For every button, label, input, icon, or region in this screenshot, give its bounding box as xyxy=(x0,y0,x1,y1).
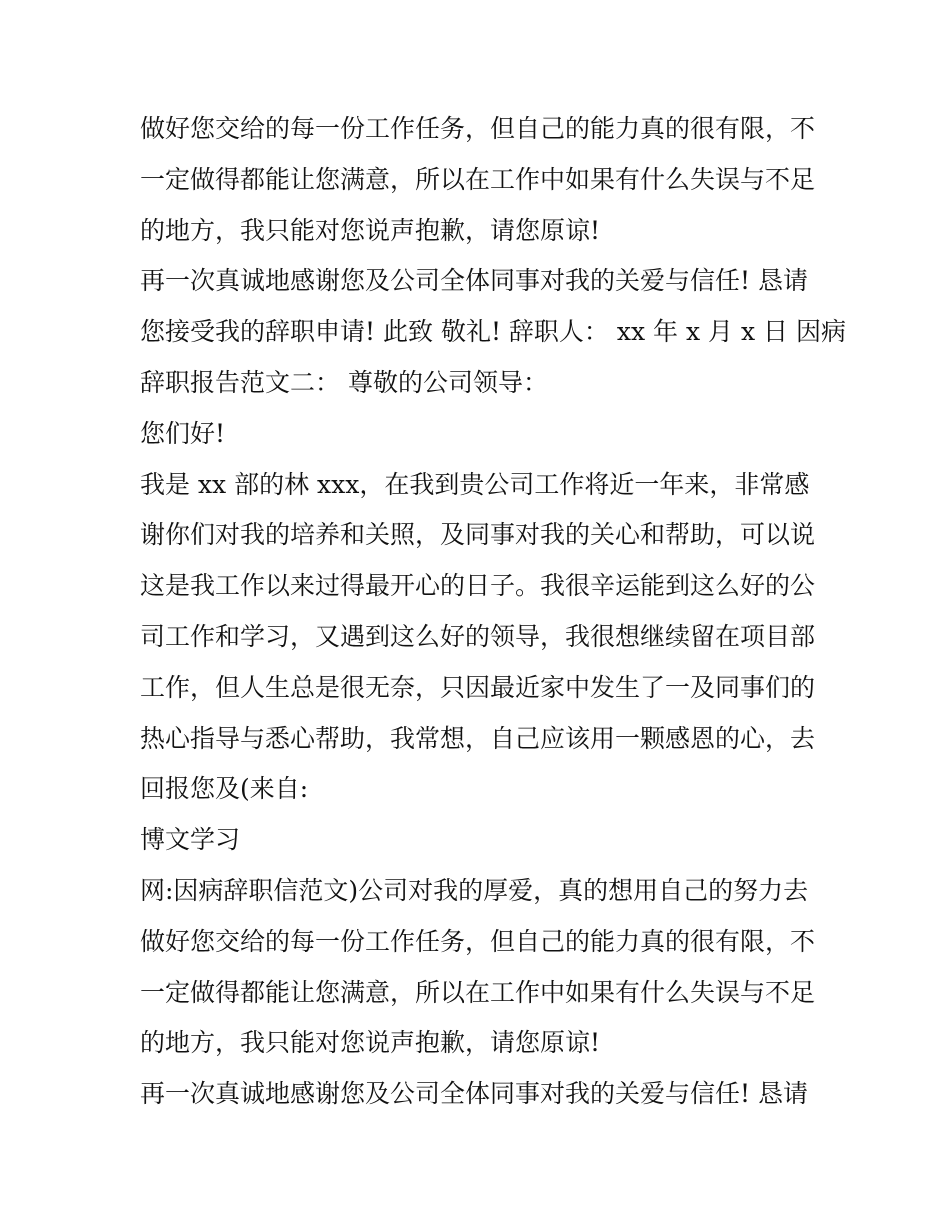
text-line: 再一次真诚地感谢您及公司全体同事对我的关爱与信任! 恳请 xyxy=(140,266,808,296)
text-line: 的地方，我只能对您说声抱歉，请您原谅! xyxy=(140,1028,601,1058)
text-line: 您接受我的辞职申请! 此致 敬礼! 辞职人： xx 年 x 月 x 日 因病 xyxy=(140,317,846,347)
text-line: 一定做得都能让您满意，所以在工作中如果有什么失误与不足 xyxy=(140,977,816,1007)
text-line: 您们好! xyxy=(140,418,226,448)
text-line: 我是 xx 部的林 xxx，在我到贵公司工作将近一年来，非常感 xyxy=(140,469,810,499)
text-line: 网:因病辞职信范文)公司对我的厚爱，真的想用自己的努力去 xyxy=(140,875,809,905)
text-line: 这是我工作以来过得最开心的日子。我很辛运能到这么好的公 xyxy=(140,571,816,601)
text-line: 的地方，我只能对您说声抱歉，请您原谅! xyxy=(140,215,601,245)
text-line: 一定做得都能让您满意，所以在工作中如果有什么失误与不足 xyxy=(140,164,816,194)
text-line: 工作，但人生总是很无奈，只因最近家中发生了一及同事们的 xyxy=(140,672,816,702)
body-text xyxy=(140,104,846,1120)
text-line: 再一次真诚地感谢您及公司全体同事对我的关爱与信任! 恳请 xyxy=(140,1079,808,1109)
text-line: 博文学习 xyxy=(140,825,241,855)
text-line: 做好您交给的每一份工作任务，但自己的能力真的很有限，不 xyxy=(140,926,816,956)
text-line: 回报您及(来自: xyxy=(140,774,309,804)
text-line: 做好您交给的每一份工作任务，但自己的能力真的很有限，不 xyxy=(140,114,816,143)
text-line: 热心指导与悉心帮助，我常想，自己应该用一颗感恩的心，去 xyxy=(140,723,816,753)
text-line: 司工作和学习，又遇到这么好的领导，我很想继续留在项目部 xyxy=(140,621,816,651)
text-line: 谢你们对我的培养和关照，及同事对我的关心和帮助，可以说 xyxy=(140,520,816,550)
text-line: 辞职报告范文二： 尊敬的公司领导： xyxy=(140,367,548,397)
